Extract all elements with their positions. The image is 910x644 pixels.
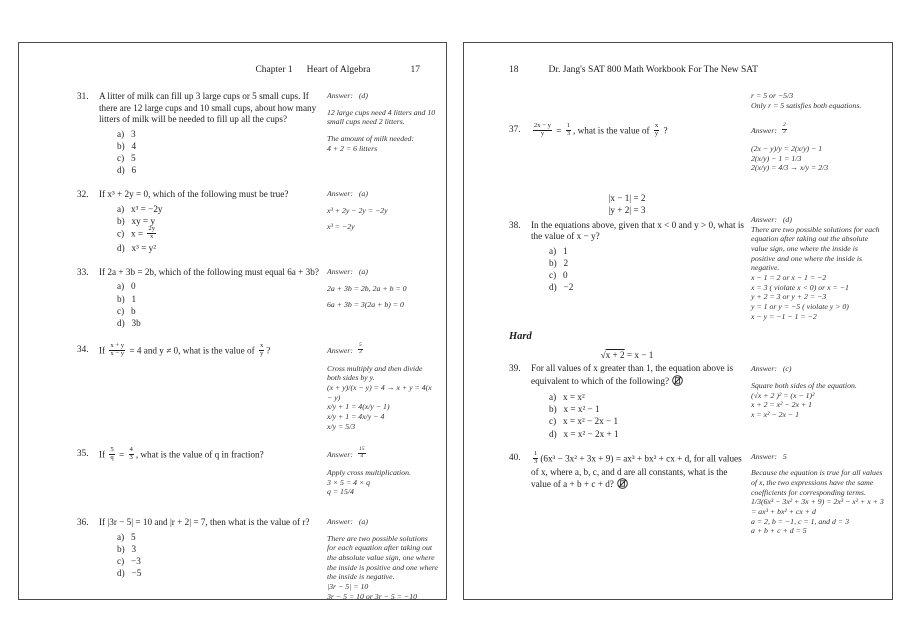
answer-column <box>327 448 438 497</box>
solution-line: q = 15/4 <box>327 487 354 497</box>
answer-label <box>327 448 438 461</box>
question-34-body <box>77 341 327 359</box>
answer-column <box>751 124 884 173</box>
choice-b: b) 3 <box>117 543 137 554</box>
question-34 <box>77 341 438 431</box>
fraction <box>533 451 538 466</box>
question-35-body <box>77 448 327 463</box>
radicand: x + 2 <box>605 350 625 361</box>
answer-label: Answer: (d) <box>751 215 792 225</box>
solution-line: x − y = −1 − 1 = −2 <box>751 311 817 321</box>
solution-line: Only r = 5 satisfies both equations. <box>751 100 862 110</box>
question-33-body <box>77 267 327 329</box>
text-segment: ? <box>661 125 668 136</box>
question-text <box>99 448 321 463</box>
answer-word: Answer: <box>327 449 353 459</box>
text-segment: ? <box>266 345 271 356</box>
choices <box>549 391 745 440</box>
question-text: If |3r − 5| = 10 and |r + 2| = 7, then what is the value of r? <box>99 517 310 528</box>
choice-d: d) x = x² − 2x + 1 <box>549 428 619 439</box>
equation-line: |x − 1| = 2 <box>608 193 646 204</box>
question-text <box>531 449 745 493</box>
solution-line: x/y + 1 = 4(x/y − 1) <box>327 402 390 412</box>
fraction-denominator: 4 <box>360 453 364 460</box>
solution-line: x/y + 1 = 4x/y − 4 <box>327 411 385 421</box>
question-number: 39. <box>509 363 521 374</box>
fraction <box>654 123 659 138</box>
solution-line: y = 1 or y = −5 ( violate y > 0) <box>751 301 849 311</box>
solution-line: a + b + c + d = 5 <box>751 526 807 536</box>
no-calculator-icon <box>672 375 683 390</box>
answer-label: Answer: (a) <box>327 266 368 276</box>
fraction <box>129 447 134 462</box>
question-text: If x³ + 2y = 0, which of the following must be true? <box>99 189 289 200</box>
solution-line: 4 + 2 = 6 litters <box>327 143 378 153</box>
fraction-denominator: 3 <box>534 457 538 465</box>
solution-line: x³ = −2y <box>327 222 355 232</box>
fraction-numerator: x <box>654 122 659 130</box>
answer-column <box>751 193 884 321</box>
question-32 <box>77 189 438 254</box>
question-number: 33. <box>77 266 89 277</box>
answer-label: Answer: (d) <box>327 91 368 100</box>
choice-c-text: c) x = <box>117 228 146 239</box>
question-text: In the equations above, given that x < 0 and y > 0, what is the value of x − y? <box>531 219 744 242</box>
choice-a: a) x³ = −2y <box>117 203 163 214</box>
answer-label: Answer: (a) <box>327 189 368 199</box>
solution-line: 1/3(6x³ − 3x² + 3x + 9) = 2x³ − x² + x + 3 = ax³ + bx² + cx + d <box>751 497 884 517</box>
fraction-numerator: 2y <box>148 224 156 232</box>
solution-line: Cross multiply and then divide both sides by y. <box>327 363 423 383</box>
choice-c: c) 5 <box>117 152 136 163</box>
no-calculator-icon <box>617 478 628 493</box>
fraction <box>566 123 571 138</box>
display-equation <box>509 350 745 362</box>
choices <box>117 203 321 254</box>
answer-column <box>751 91 884 110</box>
solution-line: There are two possible solutions for each equation after taking out the absolute value sign, one where the inside is positive and one where the inside is negative. <box>327 533 439 582</box>
question-36-body <box>77 517 327 579</box>
book-page-right <box>463 42 893 600</box>
choices <box>549 245 745 294</box>
text-segment: , what is the value of q in fraction? <box>135 449 264 460</box>
solution-line: 6a + 3b = 3(2a + b) = 0 <box>327 300 404 310</box>
fraction-denominator: x − y <box>110 349 125 357</box>
question-number: 38. <box>509 219 521 230</box>
choice-d: d) 6 <box>117 164 137 175</box>
choice-c: c) 0 <box>549 270 568 281</box>
solution-line: (√x + 2 )² = (x − 1)² <box>751 390 815 400</box>
choice-a: a) 5 <box>117 531 136 542</box>
choice-d: d) 3b <box>117 317 141 328</box>
page-number: 18 <box>509 65 519 75</box>
fraction-numerator: 5 <box>359 341 362 348</box>
text-segment: = <box>553 125 564 136</box>
question-number: 32. <box>77 189 89 200</box>
choice-b: b) x = x² − 1 <box>549 404 600 415</box>
question-38-body <box>509 193 751 293</box>
solution-line: r = 5 or −5/3 <box>751 91 794 100</box>
answer-column <box>327 517 438 601</box>
solution-line: a = 2, b = −1, c = 1, and d = 3 <box>751 516 849 526</box>
choices <box>117 280 321 329</box>
solution-line: x³ + 2y − 2y = −2y <box>327 205 388 215</box>
fraction-numerator: 2x − y <box>534 122 551 130</box>
solution-line: |3r − 5| = 10 <box>327 581 369 591</box>
text-segment: , what is the value of <box>573 125 652 136</box>
text-segment: For all values of x greater than 1, the equation above is equivalent to which of the following? <box>531 363 734 386</box>
answer-word: Answer: <box>327 345 353 355</box>
fraction-numerator: 15 <box>359 446 365 453</box>
fraction-numerator: x + y <box>110 341 125 349</box>
fraction-numerator: 4 <box>129 446 133 454</box>
choices <box>117 128 321 177</box>
chapter-label: Chapter 1 <box>255 65 293 75</box>
question-number: 36. <box>77 517 89 528</box>
fraction-denominator: x <box>150 232 154 240</box>
fraction-denominator: y <box>259 349 264 357</box>
section-heading-hard: Hard <box>509 331 532 343</box>
choice-b: b) xy = y <box>117 215 156 226</box>
answer-label: Answer: (a) <box>327 517 368 527</box>
right-page-header <box>509 65 884 75</box>
question-39-body <box>509 350 751 440</box>
fraction-numerator: 5 <box>110 446 114 454</box>
question-37-body <box>509 124 751 139</box>
question-number: 35. <box>77 448 89 459</box>
answer-column <box>327 91 438 153</box>
answer-column <box>751 350 884 419</box>
text-segment: If <box>99 345 108 356</box>
question-31 <box>77 91 438 176</box>
question-number: 40. <box>509 451 521 462</box>
text-segment: If <box>99 449 108 460</box>
choice-c: c) x = x² − 2x − 1 <box>549 416 619 427</box>
answer-label <box>751 124 884 137</box>
answer-label: Answer: 5 <box>751 451 787 461</box>
question-number: 34. <box>77 343 89 354</box>
choice-c: c) b <box>117 305 136 316</box>
question-31-body <box>77 91 327 176</box>
question-39 <box>509 350 884 440</box>
answer-label: Answer: (c) <box>751 364 792 374</box>
question-37 <box>509 124 884 173</box>
question-text <box>99 341 321 359</box>
carryover-solution <box>509 91 884 110</box>
choice-a: a) 1 <box>549 245 568 256</box>
answer-column <box>327 189 438 232</box>
choice-c: c) −3 <box>117 555 141 566</box>
choices <box>117 531 321 580</box>
right-page-content <box>464 65 892 595</box>
question-number: 31. <box>77 91 89 101</box>
choice-d: d) −2 <box>549 282 574 293</box>
text-segment: = <box>116 449 127 460</box>
text-segment: = 4 and y ≠ 0, what is the value of <box>127 345 257 356</box>
solution-line: x/y = 5/3 <box>327 421 356 431</box>
answer-fraction <box>358 343 363 356</box>
question-text <box>531 124 745 139</box>
solution-line: 3r − 5 = 10 or 3r − 5 = −10 <box>327 591 417 601</box>
fraction-numerator: x <box>259 341 264 349</box>
question-text: A litter of milk can fill up 3 large cups or 5 small cups. If there are 12 large cups and 10 small cups, about how many litters of milk will be needed to fill up all the cups? <box>99 91 317 124</box>
question-40-body <box>509 449 751 493</box>
solution-line: x = 3 ( violate x < 0) or x = −1 <box>751 282 849 292</box>
left-page-content <box>19 65 446 601</box>
choice-a: a) x = x² <box>549 392 585 403</box>
choice-c <box>117 224 321 242</box>
solution-line: Because the equation is true for all values of x, the two expressions have the same coefficients for corresponding terms. <box>751 468 883 497</box>
equation-rest: = x − 1 <box>624 350 654 361</box>
fraction-denominator: 3 <box>783 129 786 136</box>
choice-b: b) 1 <box>117 293 137 304</box>
question-40 <box>509 449 884 536</box>
fraction <box>109 343 125 358</box>
fraction-numerator: 1 <box>566 122 571 130</box>
choice-b: b) 2 <box>549 258 569 269</box>
solution-line: The amount of milk needed: <box>327 133 415 143</box>
choice-b: b) 4 <box>117 140 137 151</box>
question-text <box>531 363 745 389</box>
solution-line: (x + y)/(x − y) = 4 → x + y = 4(x − y) <box>327 383 432 402</box>
fraction <box>259 343 264 358</box>
display-equation <box>509 193 745 217</box>
fraction-denominator: 3 <box>129 454 133 462</box>
solution-line: 3 × 5 = 4 × q <box>327 477 371 487</box>
text-segment: (6x³ − 3x² + 3x + 9) = ax³ + bx² + cx + d, for all values of x, where a, b, c, and d are all constants, what is the value of a + b + c + d? <box>531 453 742 490</box>
answer-column <box>327 267 438 310</box>
fraction-denominator: q <box>110 454 114 462</box>
choice-a: a) 3 <box>117 128 136 139</box>
choice-d: d) x³ = y² <box>117 242 157 253</box>
answer-fraction <box>358 447 366 460</box>
choice-d: d) −5 <box>117 567 142 578</box>
chapter-title: Heart of Algebra <box>306 65 371 75</box>
question-36 <box>77 517 438 601</box>
fraction-numerator: 1 <box>534 449 538 457</box>
book-title: Dr. Jang's SAT 800 Math Workbook For The New SAT <box>548 65 758 75</box>
answer-word: Answer: <box>751 125 777 135</box>
solution-line: x − 1 = 2 or x − 1 = −2 <box>751 272 827 282</box>
solution-line: There are two possible solutions for each equation after taking out the absolute value sign, one where the inside is positive and one where the inside is negative. <box>751 224 880 273</box>
question-35 <box>77 448 438 497</box>
solution-line: y + 2 = 3 or y + 2 = −3 <box>751 292 827 302</box>
solution-line: 2a + 3b = 2b, 2a + b = 0 <box>327 283 407 293</box>
question-number: 37. <box>509 124 521 135</box>
question-38 <box>509 193 884 321</box>
left-page-header <box>77 65 438 75</box>
solution-line: Apply cross multiplication. <box>327 468 411 478</box>
equation-line: |y + 2| = 3 <box>608 204 646 215</box>
fraction <box>533 123 552 138</box>
question-32-body <box>77 189 327 254</box>
fraction <box>109 447 114 462</box>
page-number: 17 <box>410 65 420 75</box>
fraction-denominator: 3 <box>359 348 362 355</box>
solution-line: 2(x/y) = 4/3 → x/y = 2/3 <box>751 163 829 173</box>
radical-sign: √ <box>600 350 606 361</box>
fraction <box>147 226 156 241</box>
solution-line: Square both sides of the equation. <box>751 380 857 390</box>
solution-line: x = x² − 2x − 1 <box>751 409 799 419</box>
solution-line: x + 2 = x² − 2x + 1 <box>751 400 813 410</box>
solution-line: 2(x/y) − 1 = 1/3 <box>751 153 802 163</box>
answer-fraction <box>782 123 787 136</box>
book-page-left <box>18 42 447 600</box>
fraction-denominator: y <box>654 130 659 138</box>
choice-a: a) 0 <box>117 281 136 292</box>
answer-column <box>751 452 884 536</box>
question-text: If 2a + 3b = 2b, which of the following must equal 6a + 3b? <box>99 266 319 277</box>
fraction-denominator: 3 <box>566 130 571 138</box>
fraction-denominator: y <box>540 130 545 138</box>
solution-line: 12 large cups need 4 litters and 10 small cups need 2 litters. <box>327 107 436 127</box>
answer-label <box>327 341 438 357</box>
solution-line: (2x − y)/y = 2(x/y) − 1 <box>751 144 823 154</box>
fraction-numerator: 2 <box>783 122 786 129</box>
answer-column <box>327 341 438 431</box>
question-33 <box>77 267 438 329</box>
